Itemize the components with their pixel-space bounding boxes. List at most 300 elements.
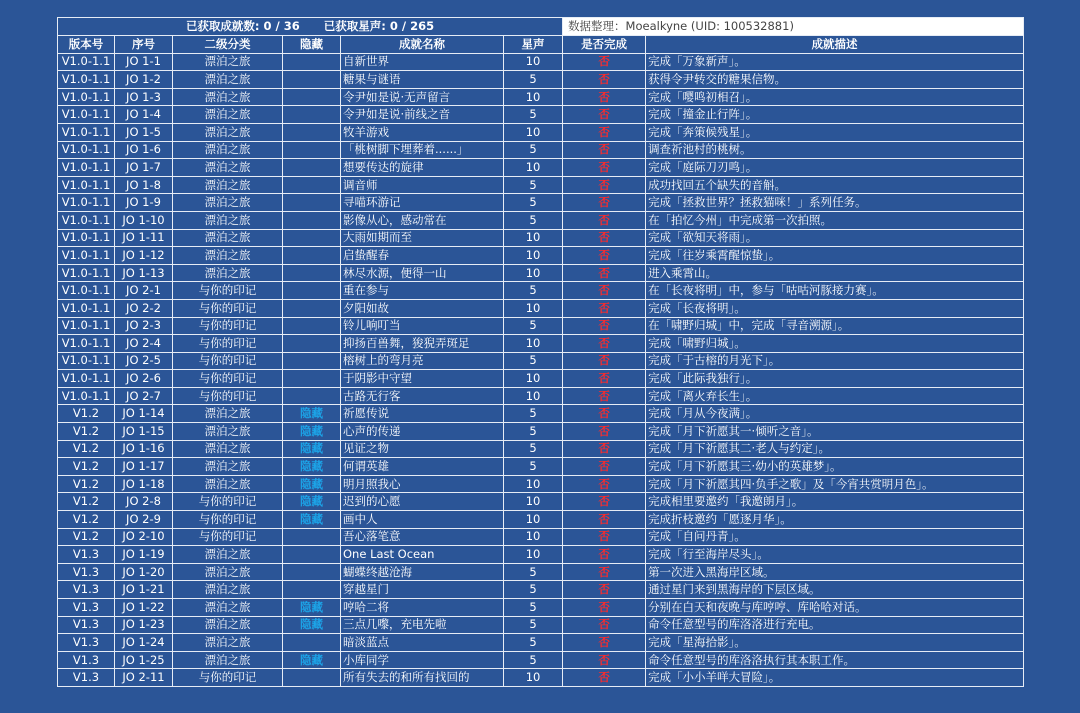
index-cell: JO 1-14 xyxy=(115,405,173,423)
index-cell: JO 1-8 xyxy=(115,176,173,194)
stars-count: 已获取星声: 0 / 265 xyxy=(323,19,435,33)
stars-cell: 10 xyxy=(504,159,563,177)
completed-cell: 否 xyxy=(563,106,646,124)
completed-cell: 否 xyxy=(563,211,646,229)
name-cell: 三点几嚟，充电先啦 xyxy=(341,616,504,634)
version-cell: V1.2 xyxy=(58,528,115,546)
hidden-cell xyxy=(283,159,341,177)
table-row[interactable] xyxy=(58,528,1024,546)
completed-cell: 否 xyxy=(563,264,646,282)
completed-cell: 否 xyxy=(563,53,646,71)
name-cell: 抑扬百兽舞，狻猊弄斑足 xyxy=(341,335,504,353)
stars-cell: 10 xyxy=(504,53,563,71)
stars-cell: 5 xyxy=(504,599,563,617)
stars-cell: 5 xyxy=(504,405,563,423)
hidden-cell xyxy=(283,71,341,89)
category-cell: 漂泊之旅 xyxy=(173,194,283,212)
name-cell: 想要传达的旋律 xyxy=(341,159,504,177)
category-cell: 漂泊之旅 xyxy=(173,634,283,652)
index-cell: JO 2-10 xyxy=(115,528,173,546)
category-cell: 漂泊之旅 xyxy=(173,440,283,458)
name-cell: One Last Ocean xyxy=(341,546,504,564)
category-cell: 漂泊之旅 xyxy=(173,458,283,476)
table-row[interactable] xyxy=(58,352,1024,370)
stars-cell: 10 xyxy=(504,475,563,493)
category-cell: 与你的印记 xyxy=(173,317,283,335)
hidden-cell xyxy=(283,387,341,405)
table-row[interactable] xyxy=(58,282,1024,300)
table-row[interactable] xyxy=(58,669,1024,687)
category-cell: 漂泊之旅 xyxy=(173,106,283,124)
version-cell: V1.0-1.1 xyxy=(58,194,115,212)
table-row[interactable] xyxy=(58,53,1024,71)
version-cell: V1.3 xyxy=(58,634,115,652)
version-cell: V1.0-1.1 xyxy=(58,141,115,159)
name-cell: 令尹如是说·前线之音 xyxy=(341,106,504,124)
version-cell: V1.2 xyxy=(58,440,115,458)
index-cell: JO 1-13 xyxy=(115,264,173,282)
stars-cell: 5 xyxy=(504,194,563,212)
completed-cell: 否 xyxy=(563,528,646,546)
category-cell: 漂泊之旅 xyxy=(173,616,283,634)
description-cell: 完成「庭际刀刃鸣」。 xyxy=(646,159,1024,177)
stars-cell: 5 xyxy=(504,581,563,599)
name-cell: 令尹如是说·无声留言 xyxy=(341,88,504,106)
description-cell: 在「啸野归城」中，完成「寻音溯源」。 xyxy=(646,317,1024,335)
description-cell: 第一次进入黑海岸区域。 xyxy=(646,563,1024,581)
table-row[interactable] xyxy=(58,159,1024,177)
stars-cell: 10 xyxy=(504,335,563,353)
col-header-description[interactable]: 成就描述 xyxy=(646,36,1024,54)
achievements-count: 已获取成就数: 0 / 36 xyxy=(185,19,300,33)
table-row[interactable] xyxy=(58,229,1024,247)
hidden-cell: 隐藏 xyxy=(283,616,341,634)
hidden-cell: 隐藏 xyxy=(283,423,341,441)
col-header-name[interactable]: 成就名称 xyxy=(341,36,504,54)
stars-cell: 5 xyxy=(504,211,563,229)
description-cell: 完成「长夜将明」。 xyxy=(646,299,1024,317)
version-cell: V1.0-1.1 xyxy=(58,176,115,194)
category-cell: 漂泊之旅 xyxy=(173,423,283,441)
version-cell: V1.0-1.1 xyxy=(58,387,115,405)
stars-cell: 10 xyxy=(504,511,563,529)
name-cell: 迟到的心愿 xyxy=(341,493,504,511)
category-cell: 漂泊之旅 xyxy=(173,264,283,282)
index-cell: JO 2-9 xyxy=(115,511,173,529)
completed-cell: 否 xyxy=(563,405,646,423)
hidden-cell xyxy=(283,370,341,388)
achievement-sheet xyxy=(57,17,1023,687)
progress-summary xyxy=(58,18,563,36)
name-cell: 大雨如期而至 xyxy=(341,229,504,247)
description-cell: 完成「月从今夜满」。 xyxy=(646,405,1024,423)
table-row[interactable] xyxy=(58,423,1024,441)
index-cell: JO 1-6 xyxy=(115,141,173,159)
stars-cell: 10 xyxy=(504,387,563,405)
index-cell: JO 1-17 xyxy=(115,458,173,476)
name-cell: 画中人 xyxy=(341,511,504,529)
name-cell: 所有失去的和所有找回的 xyxy=(341,669,504,687)
hidden-cell: 隐藏 xyxy=(283,440,341,458)
version-cell: V1.2 xyxy=(58,423,115,441)
description-cell: 完成「月下祈愿其二·老人与约定」。 xyxy=(646,440,1024,458)
name-cell: 哼哈二将 xyxy=(341,599,504,617)
description-cell: 完成「啸野归城」。 xyxy=(646,335,1024,353)
table-row[interactable] xyxy=(58,123,1024,141)
description-cell: 完成「万象新声」。 xyxy=(646,53,1024,71)
version-cell: V1.0-1.1 xyxy=(58,71,115,89)
description-cell: 完成「撞金止行阵」。 xyxy=(646,106,1024,124)
hidden-cell xyxy=(283,88,341,106)
name-cell: 心声的传递 xyxy=(341,423,504,441)
stars-cell: 10 xyxy=(504,229,563,247)
index-cell: JO 1-18 xyxy=(115,475,173,493)
category-cell: 漂泊之旅 xyxy=(173,563,283,581)
completed-cell: 否 xyxy=(563,299,646,317)
version-cell: V1.0-1.1 xyxy=(58,317,115,335)
table-row[interactable] xyxy=(58,563,1024,581)
hidden-cell xyxy=(283,299,341,317)
version-cell: V1.0-1.1 xyxy=(58,282,115,300)
description-cell: 完成「欲知天将雨」。 xyxy=(646,229,1024,247)
name-cell: 「桃树脚下埋葬着......」 xyxy=(341,141,504,159)
index-cell: JO 1-7 xyxy=(115,159,173,177)
hidden-cell xyxy=(283,247,341,265)
name-cell: 夕阳如故 xyxy=(341,299,504,317)
hidden-cell: 隐藏 xyxy=(283,458,341,476)
hidden-cell xyxy=(283,317,341,335)
stars-cell: 5 xyxy=(504,106,563,124)
description-cell: 分别在白天和夜晚与库哼哼、库哈哈对话。 xyxy=(646,599,1024,617)
version-cell: V1.3 xyxy=(58,669,115,687)
hidden-cell xyxy=(283,563,341,581)
index-cell: JO 2-8 xyxy=(115,493,173,511)
category-cell: 漂泊之旅 xyxy=(173,229,283,247)
index-cell: JO 1-11 xyxy=(115,229,173,247)
index-cell: JO 1-4 xyxy=(115,106,173,124)
hidden-cell xyxy=(283,229,341,247)
name-cell: 调音师 xyxy=(341,176,504,194)
index-cell: JO 1-10 xyxy=(115,211,173,229)
description-cell: 调查祈池村的桃树。 xyxy=(646,141,1024,159)
version-cell: V1.0-1.1 xyxy=(58,335,115,353)
category-cell: 与你的印记 xyxy=(173,493,283,511)
index-cell: JO 1-3 xyxy=(115,88,173,106)
hidden-cell: 隐藏 xyxy=(283,493,341,511)
category-cell: 与你的印记 xyxy=(173,335,283,353)
index-cell: JO 1-21 xyxy=(115,581,173,599)
version-cell: V1.3 xyxy=(58,581,115,599)
table-row[interactable] xyxy=(58,176,1024,194)
version-cell: V1.2 xyxy=(58,405,115,423)
category-cell: 漂泊之旅 xyxy=(173,247,283,265)
description-cell: 通过星门来到黑海岸的下层区域。 xyxy=(646,581,1024,599)
name-cell: 于阴影中守望 xyxy=(341,370,504,388)
table-row[interactable] xyxy=(58,616,1024,634)
completed-cell: 否 xyxy=(563,159,646,177)
col-header-category[interactable]: 二级分类 xyxy=(173,36,283,54)
description-cell: 完成「离火弃长生」。 xyxy=(646,387,1024,405)
index-cell: JO 2-3 xyxy=(115,317,173,335)
index-cell: JO 1-19 xyxy=(115,546,173,564)
description-cell: 完成「月下祈愿其一·倾听之音」。 xyxy=(646,423,1024,441)
category-cell: 漂泊之旅 xyxy=(173,123,283,141)
stars-cell: 5 xyxy=(504,634,563,652)
category-cell: 漂泊之旅 xyxy=(173,141,283,159)
name-cell: 牧羊游戏 xyxy=(341,123,504,141)
index-cell: JO 2-7 xyxy=(115,387,173,405)
description-cell: 完成「行至海岸尽头」。 xyxy=(646,546,1024,564)
stars-cell: 10 xyxy=(504,123,563,141)
table-row[interactable] xyxy=(58,194,1024,212)
index-cell: JO 1-23 xyxy=(115,616,173,634)
table-row[interactable] xyxy=(58,88,1024,106)
stars-cell: 5 xyxy=(504,458,563,476)
version-cell: V1.0-1.1 xyxy=(58,352,115,370)
name-cell: 糖果与谜语 xyxy=(341,71,504,89)
name-cell: 林尽水源，便得一山 xyxy=(341,264,504,282)
table-row[interactable] xyxy=(58,651,1024,669)
name-cell: 寻喵环游记 xyxy=(341,194,504,212)
category-cell: 与你的印记 xyxy=(173,282,283,300)
completed-cell: 否 xyxy=(563,282,646,300)
table-row[interactable] xyxy=(58,387,1024,405)
completed-cell: 否 xyxy=(563,581,646,599)
col-header-hidden[interactable]: 隐藏 xyxy=(283,36,341,54)
index-cell: JO 2-11 xyxy=(115,669,173,687)
version-cell: V1.3 xyxy=(58,599,115,617)
version-cell: V1.3 xyxy=(58,563,115,581)
completed-cell: 否 xyxy=(563,475,646,493)
stars-cell: 5 xyxy=(504,282,563,300)
col-header-index[interactable]: 序号 xyxy=(115,36,173,54)
category-cell: 与你的印记 xyxy=(173,370,283,388)
index-cell: JO 2-2 xyxy=(115,299,173,317)
completed-cell: 否 xyxy=(563,493,646,511)
stars-cell: 10 xyxy=(504,247,563,265)
version-cell: V1.2 xyxy=(58,458,115,476)
stars-cell: 5 xyxy=(504,317,563,335)
version-cell: V1.2 xyxy=(58,511,115,529)
hidden-cell xyxy=(283,176,341,194)
version-cell: V1.0-1.1 xyxy=(58,229,115,247)
hidden-cell xyxy=(283,528,341,546)
description-cell: 获得令尹转交的糖果信物。 xyxy=(646,71,1024,89)
description-cell: 完成「小小羊咩大冒险」。 xyxy=(646,669,1024,687)
category-cell: 漂泊之旅 xyxy=(173,546,283,564)
index-cell: JO 2-5 xyxy=(115,352,173,370)
description-cell: 完成「拯救世界？拯救猫咪！」系列任务。 xyxy=(646,194,1024,212)
version-cell: V1.0-1.1 xyxy=(58,106,115,124)
category-cell: 与你的印记 xyxy=(173,528,283,546)
table-row[interactable] xyxy=(58,405,1024,423)
stars-cell: 5 xyxy=(504,176,563,194)
name-cell: 吾心落笔意 xyxy=(341,528,504,546)
stars-cell: 10 xyxy=(504,546,563,564)
category-cell: 漂泊之旅 xyxy=(173,53,283,71)
stars-cell: 10 xyxy=(504,88,563,106)
category-cell: 漂泊之旅 xyxy=(173,651,283,669)
index-cell: JO 1-15 xyxy=(115,423,173,441)
version-cell: V1.0-1.1 xyxy=(58,299,115,317)
table-row[interactable] xyxy=(58,599,1024,617)
stars-cell: 10 xyxy=(504,669,563,687)
completed-cell: 否 xyxy=(563,229,646,247)
completed-cell: 否 xyxy=(563,669,646,687)
completed-cell: 否 xyxy=(563,440,646,458)
completed-cell: 否 xyxy=(563,599,646,617)
name-cell: 铃儿响叮当 xyxy=(341,317,504,335)
description-cell: 完成「星海拾影」。 xyxy=(646,634,1024,652)
index-cell: JO 1-22 xyxy=(115,599,173,617)
completed-cell: 否 xyxy=(563,176,646,194)
index-cell: JO 1-24 xyxy=(115,634,173,652)
completed-cell: 否 xyxy=(563,546,646,564)
table-row[interactable] xyxy=(58,511,1024,529)
version-cell: V1.0-1.1 xyxy=(58,88,115,106)
table-row[interactable] xyxy=(58,475,1024,493)
index-cell: JO 1-20 xyxy=(115,563,173,581)
name-cell: 祈愿传说 xyxy=(341,405,504,423)
completed-cell: 否 xyxy=(563,423,646,441)
name-cell: 影像从心，感动常在 xyxy=(341,211,504,229)
category-cell: 漂泊之旅 xyxy=(173,211,283,229)
description-cell: 完成相里要邀约「我邀朗月」。 xyxy=(646,493,1024,511)
description-cell: 命令任意型号的库洛洛执行其本职工作。 xyxy=(646,651,1024,669)
stars-cell: 5 xyxy=(504,651,563,669)
hidden-cell xyxy=(283,264,341,282)
stars-cell: 5 xyxy=(504,616,563,634)
hidden-cell xyxy=(283,581,341,599)
header-row xyxy=(58,36,1024,54)
completed-cell: 否 xyxy=(563,651,646,669)
version-cell: V1.2 xyxy=(58,475,115,493)
table-row[interactable] xyxy=(58,370,1024,388)
completed-cell: 否 xyxy=(563,563,646,581)
table-row[interactable] xyxy=(58,211,1024,229)
stars-cell: 10 xyxy=(504,528,563,546)
table-row[interactable] xyxy=(58,581,1024,599)
completed-cell: 否 xyxy=(563,247,646,265)
description-cell: 在「拍忆今州」中完成第一次拍照。 xyxy=(646,211,1024,229)
completed-cell: 否 xyxy=(563,387,646,405)
completed-cell: 否 xyxy=(563,88,646,106)
index-cell: JO 1-12 xyxy=(115,247,173,265)
version-cell: V1.0-1.1 xyxy=(58,370,115,388)
index-cell: JO 2-6 xyxy=(115,370,173,388)
index-cell: JO 1-2 xyxy=(115,71,173,89)
name-cell: 穿越星门 xyxy=(341,581,504,599)
hidden-cell: 隐藏 xyxy=(283,599,341,617)
category-cell: 漂泊之旅 xyxy=(173,475,283,493)
index-cell: JO 1-16 xyxy=(115,440,173,458)
index-cell: JO 1-25 xyxy=(115,651,173,669)
name-cell: 蝴蝶终越沧海 xyxy=(341,563,504,581)
hidden-cell xyxy=(283,53,341,71)
version-cell: V1.0-1.1 xyxy=(58,53,115,71)
completed-cell: 否 xyxy=(563,511,646,529)
category-cell: 漂泊之旅 xyxy=(173,159,283,177)
category-cell: 漂泊之旅 xyxy=(173,71,283,89)
name-cell: 小库同学 xyxy=(341,651,504,669)
description-cell: 完成「于古榕的月光下」。 xyxy=(646,352,1024,370)
table-row[interactable] xyxy=(58,247,1024,265)
hidden-cell: 隐藏 xyxy=(283,405,341,423)
stars-cell: 10 xyxy=(504,370,563,388)
table-row[interactable] xyxy=(58,317,1024,335)
hidden-cell xyxy=(283,106,341,124)
index-cell: JO 1-1 xyxy=(115,53,173,71)
category-cell: 与你的印记 xyxy=(173,669,283,687)
description-cell: 成功找回五个缺失的音斛。 xyxy=(646,176,1024,194)
name-cell: 榕树上的弯月亮 xyxy=(341,352,504,370)
version-cell: V1.0-1.1 xyxy=(58,123,115,141)
stars-cell: 5 xyxy=(504,440,563,458)
name-cell: 启蛰醒春 xyxy=(341,247,504,265)
stars-cell: 5 xyxy=(504,71,563,89)
hidden-cell xyxy=(283,352,341,370)
name-cell: 何谓英雄 xyxy=(341,458,504,476)
table-row[interactable] xyxy=(58,335,1024,353)
hidden-cell xyxy=(283,669,341,687)
table-row[interactable] xyxy=(58,440,1024,458)
table-row[interactable] xyxy=(58,299,1024,317)
category-cell: 漂泊之旅 xyxy=(173,599,283,617)
version-cell: V1.0-1.1 xyxy=(58,247,115,265)
version-cell: V1.0-1.1 xyxy=(58,211,115,229)
name-cell: 暗淡蓝点 xyxy=(341,634,504,652)
table-row[interactable] xyxy=(58,546,1024,564)
version-cell: V1.0-1.1 xyxy=(58,159,115,177)
index-cell: JO 2-1 xyxy=(115,282,173,300)
col-header-version[interactable]: 版本号 xyxy=(58,36,115,54)
completed-cell: 否 xyxy=(563,141,646,159)
category-cell: 与你的印记 xyxy=(173,511,283,529)
col-header-completed[interactable]: 是否完成 xyxy=(563,36,646,54)
completed-cell: 否 xyxy=(563,335,646,353)
name-cell: 重在参与 xyxy=(341,282,504,300)
table-row[interactable] xyxy=(58,493,1024,511)
col-header-stars[interactable]: 星声 xyxy=(504,36,563,54)
table-row[interactable] xyxy=(58,106,1024,124)
index-cell: JO 2-4 xyxy=(115,335,173,353)
description-cell: 完成「奔策候残星」。 xyxy=(646,123,1024,141)
category-cell: 与你的印记 xyxy=(173,299,283,317)
category-cell: 漂泊之旅 xyxy=(173,88,283,106)
table-row[interactable] xyxy=(58,458,1024,476)
index-cell: JO 1-9 xyxy=(115,194,173,212)
stars-cell: 10 xyxy=(504,299,563,317)
hidden-cell xyxy=(283,282,341,300)
achievement-table xyxy=(57,17,1024,687)
table-row[interactable] xyxy=(58,634,1024,652)
completed-cell: 否 xyxy=(563,317,646,335)
completed-cell: 否 xyxy=(563,71,646,89)
summary-row xyxy=(58,18,1024,36)
stars-cell: 5 xyxy=(504,423,563,441)
table-row[interactable] xyxy=(58,71,1024,89)
name-cell: 明月照我心 xyxy=(341,475,504,493)
category-cell: 漂泊之旅 xyxy=(173,176,283,194)
hidden-cell xyxy=(283,546,341,564)
hidden-cell: 隐藏 xyxy=(283,651,341,669)
table-row[interactable] xyxy=(58,264,1024,282)
version-cell: V1.3 xyxy=(58,546,115,564)
table-row[interactable] xyxy=(58,141,1024,159)
name-cell: 见证之物 xyxy=(341,440,504,458)
description-cell: 进入乘霄山。 xyxy=(646,264,1024,282)
data-credit: 数据整理：Moealkyne (UID: 100532881) xyxy=(563,18,1024,36)
